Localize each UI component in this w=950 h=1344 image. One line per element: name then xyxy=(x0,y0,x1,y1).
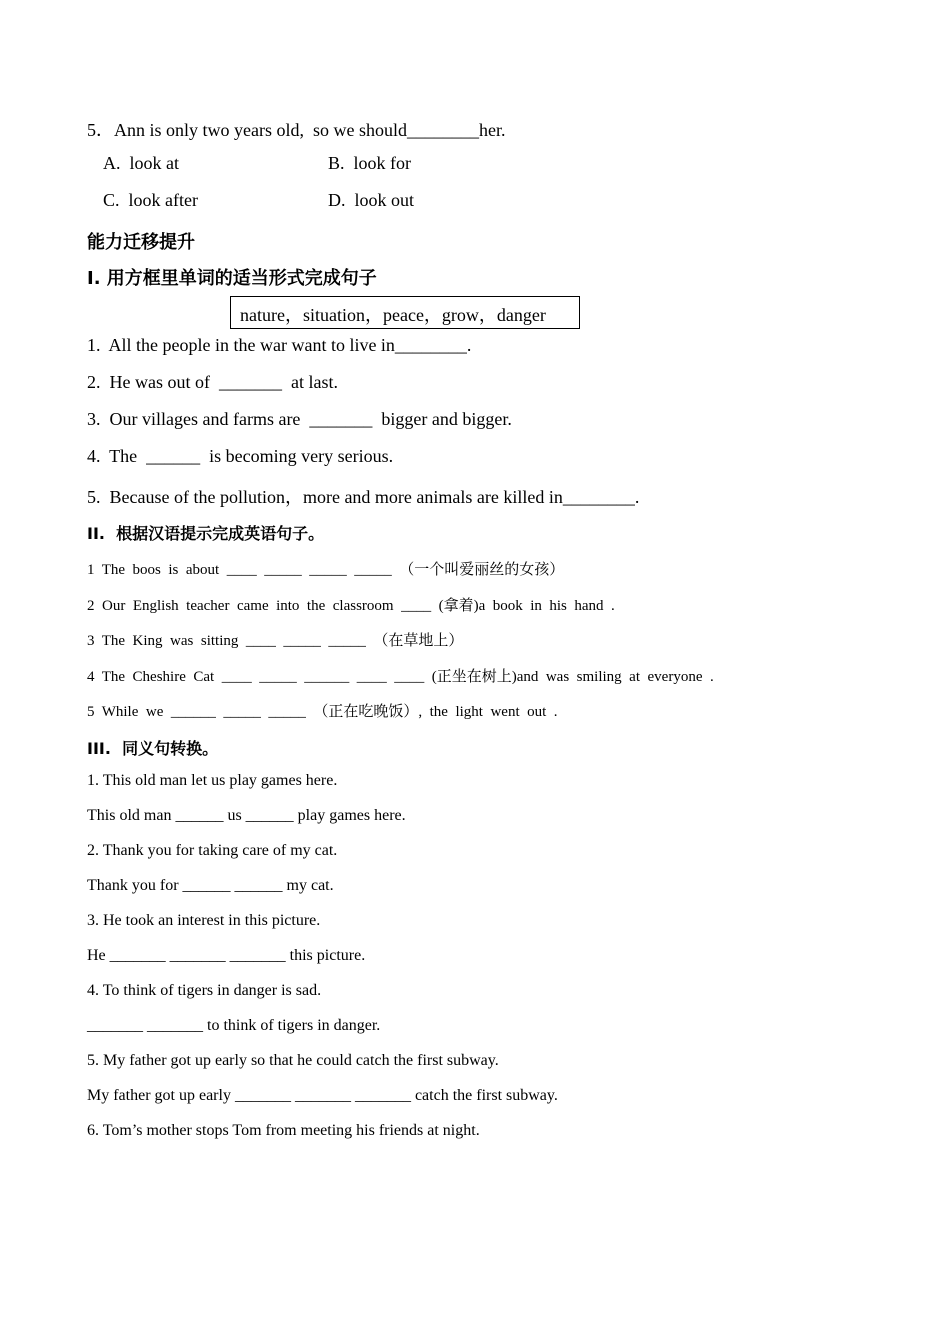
part3-line-1: 1. This old man let us play games here. xyxy=(87,772,338,789)
part3-line-11: 6. Tom’s mother stops Tom from meeting his friends at night. xyxy=(87,1122,480,1139)
part1-item-1: 1. All the people in the war want to live in________. xyxy=(87,335,472,355)
part1-title: I. 用方框里单词的适当形式完成句子 xyxy=(87,268,377,289)
part2-item-2: 2 Our English teacher came into the classroom ____ (拿着)a book in his hand . xyxy=(87,598,615,614)
part2-item-4: 4 The Cheshire Cat ____ _____ ______ ____ ____ (正坐在树上)and was smiling at everyone . xyxy=(87,669,714,685)
part1-item-5: 5. Because of the pollution，more and more animals are killed in________. xyxy=(87,487,640,507)
part3-line-9: 5. My father got up early so that he could catch the first subway. xyxy=(87,1052,499,1069)
part3-line-2: This old man ______ us ______ play games here. xyxy=(87,807,406,824)
option-c: C. look after xyxy=(103,190,198,210)
part1-item-3: 3. Our villages and farms are _______ bigger and bigger. xyxy=(87,409,512,429)
part2-title: II. 根据汉语提示完成英语句子。 xyxy=(87,524,325,543)
part3-line-6: He _______ _______ _______ this picture. xyxy=(87,947,366,964)
part3-line-3: 2. Thank you for taking care of my cat. xyxy=(87,842,338,859)
part3-line-7: 4. To think of tigers in danger is sad. xyxy=(87,982,322,999)
part3-line-10: My father got up early _______ _______ _______ catch the first subway. xyxy=(87,1087,558,1104)
option-d: D. look out xyxy=(328,190,415,210)
question-5-stem: 5．Ann is only two years old, so we should________her. xyxy=(87,120,506,140)
part3-line-4: Thank you for ______ ______ my cat. xyxy=(87,877,334,894)
option-b: B. look for xyxy=(328,153,411,173)
section-title: 能力迁移提升 xyxy=(87,232,195,253)
part3-line-8: _______ _______ to think of tigers in danger. xyxy=(87,1017,381,1034)
part2-item-3: 3 The King was sitting ____ _____ _____ （在草地上） xyxy=(87,633,464,649)
part3-title: III. 同义句转换。 xyxy=(87,739,219,758)
word-box: nature，situation，peace，grow，danger xyxy=(230,296,580,329)
part1-item-2: 2. He was out of _______ at last. xyxy=(87,372,338,392)
part2-item-1: 1 The boos is about ____ _____ _____ _____ （一个叫爱丽丝的女孩） xyxy=(87,562,565,578)
option-a: A. look at xyxy=(103,153,179,173)
part1-item-4: 4. The ______ is becoming very serious. xyxy=(87,446,394,466)
part3-line-5: 3. He took an interest in this picture. xyxy=(87,912,321,929)
part2-item-5: 5 While we ______ _____ _____ （正在吃晚饭）, the light went out . xyxy=(87,704,558,720)
